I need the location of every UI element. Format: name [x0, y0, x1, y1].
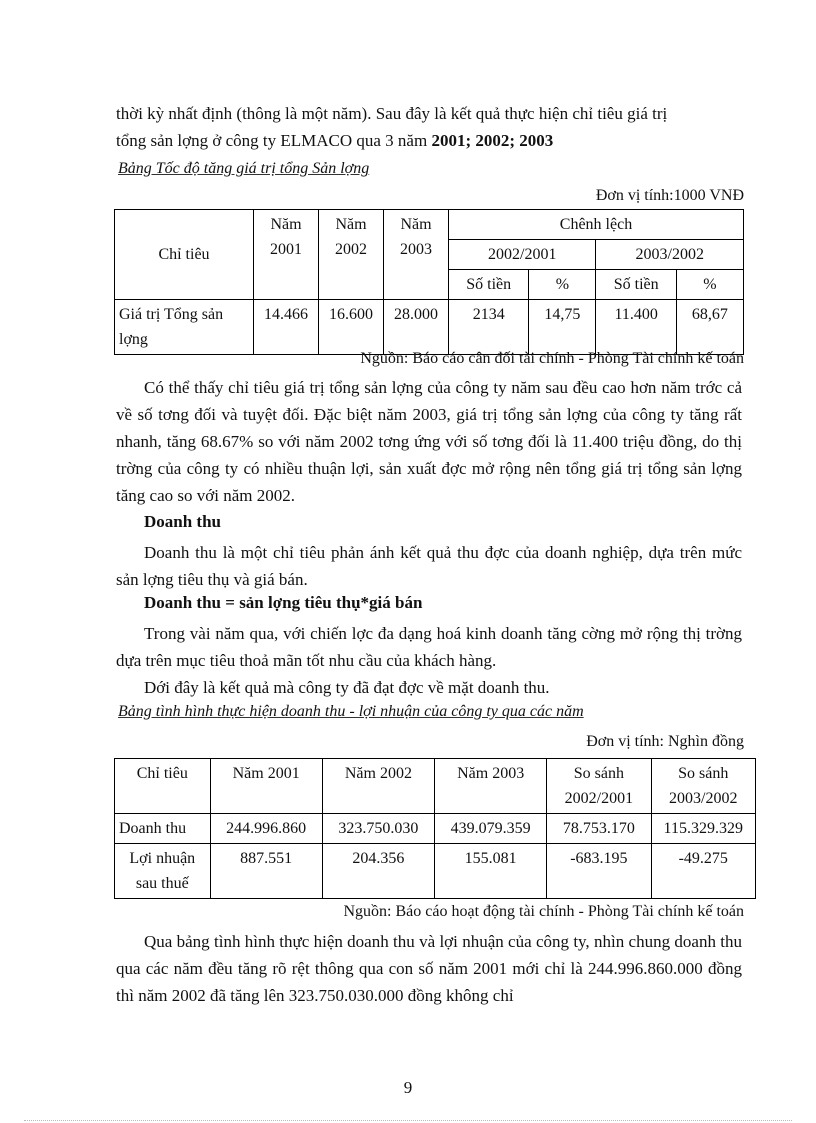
cell-value: -683.195	[547, 844, 651, 899]
table1-title: Bảng Tốc độ tăng giá trị tổng Sản lợng	[118, 160, 370, 177]
t2-header-2003: Năm 2003	[435, 759, 547, 814]
table1-source: Nguồn: Báo cáo cân đối tài chính - Phòng Tài chính kế toán	[360, 350, 744, 367]
revenue-definition: Doanh thu là một chỉ tiêu phản ánh kết quả thu đợc của doanh nghiệp, dựa trên mức sản lợng tiêu thụ và giá bán.	[116, 543, 742, 589]
results-intro: Dới đây là kết quả mà công ty đã đạt đợc về mặt doanh thu.	[144, 678, 550, 697]
header-amount-2: Số tiền	[596, 270, 676, 300]
t2-header-2002: Năm 2002	[322, 759, 434, 814]
cell-value: 78.753.170	[547, 814, 651, 844]
t2-header-compare-1: So sánh 2002/2001	[547, 759, 651, 814]
table1-unit: Đơn vị tính:1000 VNĐ	[595, 187, 744, 204]
cell-value: 2134	[449, 300, 529, 355]
conclusion-paragraph: Qua bảng tình hình thực hiện doanh thu và lợi nhuận của công ty, nhìn chung doanh thu qua các năm đều tăng rõ rệt thông qua con số năm 2001 mới chỉ là 244.996.860.000 đồng thì năm 2002 đã tăng lên 323.750.030.000 đồng không chỉ	[116, 932, 742, 1005]
header-amount-1: Số tiền	[449, 270, 529, 300]
intro-line-1: thời kỳ nhất định (thông là một năm). Sau đây là kết quả thực hiện chỉ tiêu giá trị	[116, 104, 668, 123]
cell-value: 11.400	[596, 300, 676, 355]
page-number: 9	[403, 1078, 413, 1097]
cell-value: 155.081	[435, 844, 547, 899]
cell-value: 115.329.329	[651, 814, 756, 844]
intro-paragraph	[116, 100, 742, 154]
intro-years: 2001; 2002; 2003	[431, 131, 554, 150]
table-row	[115, 814, 756, 844]
cell-value: 28.000	[384, 300, 449, 355]
intro-line-2	[116, 127, 742, 154]
revenue-heading: Doanh thu	[144, 512, 222, 531]
cell-value: 323.750.030	[322, 814, 434, 844]
table2-unit: Đơn vị tính: Nghìn đồng	[586, 733, 744, 750]
cell-value: 439.079.359	[435, 814, 547, 844]
cell-value: 204.356	[322, 844, 434, 899]
intro-line-2-text: tổng sản lợng ở công ty ELMACO qua 3 năm	[116, 131, 432, 150]
row-label: Giá trị Tổng sản lợng	[115, 300, 254, 355]
header-difference: Chênh lệch	[449, 210, 744, 240]
cell-value: 14.466	[254, 300, 319, 355]
revenue-formula: Doanh thu = sản lợng tiêu thụ*giá bán	[144, 593, 423, 612]
cell-value: 244.996.860	[210, 814, 322, 844]
t2-header-compare-2: So sánh 2003/2002	[651, 759, 756, 814]
header-indicator: Chỉ tiêu	[115, 210, 254, 300]
header-year-2001: Năm 2001	[254, 210, 319, 300]
strategy-paragraph: Trong vài năm qua, với chiến lợc đa dạng hoá kinh doanh tăng cờng mở rộng thị trờng dựa trên mục tiêu thoả mãn tốt nhu cầu của khách hàng.	[116, 624, 742, 670]
row-label: Doanh thu	[115, 814, 211, 844]
t2-header-indicator: Chỉ tiêu	[115, 759, 211, 814]
header-year-2002: Năm 2002	[319, 210, 384, 300]
table-row	[115, 300, 744, 355]
revenue-table	[114, 758, 756, 899]
header-period-2002-2001: 2002/2001	[449, 240, 596, 270]
header-percent-1: %	[529, 270, 596, 300]
t2-header-2001: Năm 2001	[210, 759, 322, 814]
cell-value: 68,67	[676, 300, 743, 355]
header-year-2003: Năm 2003	[384, 210, 449, 300]
table2-source: Nguồn: Báo cáo hoạt động tài chính - Phòng Tài chính kế toán	[343, 903, 744, 920]
cell-value: 14,75	[529, 300, 596, 355]
row-label: Lợi nhuận sau thuế	[115, 844, 211, 899]
header-period-2003-2002: 2003/2002	[596, 240, 744, 270]
table-row	[115, 844, 756, 899]
header-percent-2: %	[676, 270, 743, 300]
cell-value: 887.551	[210, 844, 322, 899]
cell-value: 16.600	[319, 300, 384, 355]
page-border	[24, 1120, 792, 1121]
growth-table	[114, 209, 744, 355]
analysis-paragraph: Có thể thấy chỉ tiêu giá trị tổng sản lợng của công ty năm sau đều cao hơn năm trớc cả về số tơng đối và tuyệt đối. Đặc biệt năm 2003, giá trị tổng sản lợng của công ty tăng rất nhanh, tăng 68.67% so với năm 2002 tơng ứng với số tơng đối là 11.400 triệu đồng, do thị trờng của công ty có nhiều thuận lợi, sản xuất đợc mở rộng nên tổng giá trị tổng sản lợng tăng cao so với năm 2002.	[116, 378, 742, 505]
table2-title: Bảng tình hình thực hiện doanh thu - lợi nhuận của công ty qua các năm	[118, 703, 584, 720]
cell-value: -49.275	[651, 844, 756, 899]
